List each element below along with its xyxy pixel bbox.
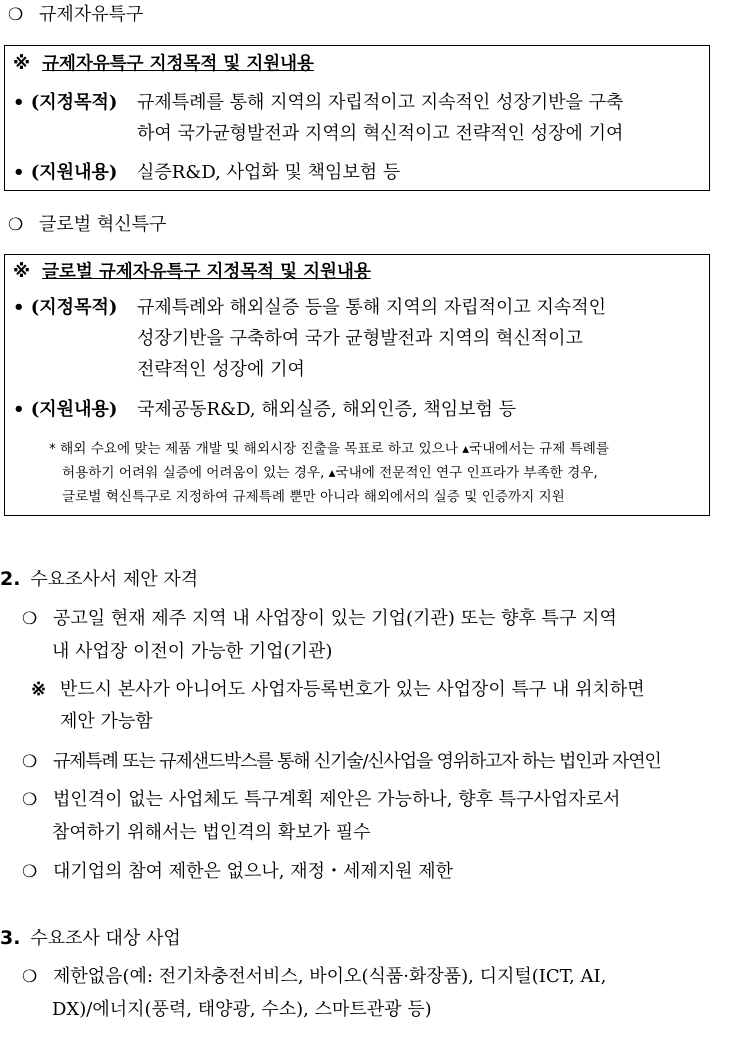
eligibility-item-1 [22,607,617,631]
circle-bullet-icon: ❍ [22,967,38,987]
eligibility-item-4 [22,860,453,884]
item-text: 대기업의 참여 제한은 없으나, 재정・세제지원 제한 [52,861,454,882]
purpose-line-3: 전략적인 성장에 기여 [137,359,305,380]
purpose-line-1: 규제특례와 해외실증 등을 통해 지역의 자립적이고 지속적인 [137,297,607,318]
purpose-line-1: 규제특례를 통해 지역의 자립적이고 지속적인 성장기반을 구축 [137,92,624,113]
eligibility-note-cont: 제안 가능함 [60,711,153,732]
reference-mark-icon: ※ [31,679,47,700]
reference-mark-icon: ※ [13,262,31,282]
heading-target-business [0,926,181,951]
purpose-line-2: 하여 국가균형발전과 지역의 혁신적이고 전략적인 성장에 기여 [137,123,624,144]
circle-bullet-icon: ❍ [8,5,24,25]
target-business-item [22,965,606,989]
item-text: 규제특례 또는 규제샌드박스를 통해 신기술/신사업을 영위하고자 하는 법인과 자연인 [52,751,661,772]
support-label: • (지원내용) [13,399,118,420]
heading-text: 수요조사서 제안 자격 [30,569,199,590]
eligibility-item-3 [22,788,620,812]
item-text: 제한없음(예: 전기차충전서비스, 바이오(식품·화장품), 디지털(ICT, AI, [52,966,607,987]
footnote-line-1: * 해외 수요에 맞는 제품 개발 및 해외시장 진출을 목표로 하고 있으나 ▴국내에서는 규제 특례를 [49,441,609,457]
circle-bullet-icon: ❍ [22,609,38,629]
circle-bullet-icon: ❍ [22,790,38,810]
box-heading-text: 규제자유특구 지정목적 및 지원내용 [42,54,314,74]
section-title-text: 규제자유특구 [38,4,144,25]
purpose-line-2: 성장기반을 구축하여 국가 균형발전과 지역의 혁신적이고 [137,328,583,349]
eligibility-item-2 [22,750,661,774]
footnote-line-3: 글로벌 혁신특구로 지정하여 규제특례 뿐만 아니라 해외에서의 실증 및 인증까지 지원 [62,489,565,505]
circle-bullet-icon: ❍ [22,862,38,882]
eligibility-note [31,678,645,702]
box-heading [13,52,314,76]
support-text: 국제공동R&D, 해외실증, 해외인증, 책임보험 등 [137,399,517,420]
heading-number: 2. [0,568,21,590]
footnote-line-2: 허용하기 어려워 실증에 어려움이 있는 경우, ▴국내에 전문적인 연구 인프라가 부족한 경우, [62,465,598,481]
target-business-item-cont: DX)/에너지(풍력, 태양광, 수소), 스마트관광 등) [52,999,432,1020]
section-title-global-innovation-zone [8,213,166,237]
note-text: 반드시 본사가 아니어도 사업자등록번호가 있는 사업장이 특구 내 위치하면 [59,679,645,700]
heading-text: 수요조사 대상 사업 [30,928,181,949]
reference-mark-icon: ※ [13,54,31,74]
info-box-global-zone [4,254,710,516]
circle-bullet-icon: ❍ [22,752,38,772]
box-heading [13,260,371,284]
heading-application-eligibility [0,567,198,592]
item-text: 법인격이 없는 사업체도 특구계획 제안은 가능하나, 향후 특구사업자로서 [52,789,621,810]
section-title-regulation-free-zone [8,3,143,27]
purpose-label: • (지정목적) [13,297,118,318]
eligibility-item-3-cont: 참여하기 위해서는 법인격의 확보가 필수 [52,822,371,843]
support-label: • (지원내용) [13,162,118,183]
support-text: 실증R&D, 사업화 및 책임보험 등 [137,162,401,183]
info-box-regulation-free-zone [4,45,710,191]
section-title-text: 글로벌 혁신특구 [38,214,167,235]
purpose-label: • (지정목적) [13,92,118,113]
box-heading-text: 글로벌 규제자유특구 지정목적 및 지원내용 [42,262,371,282]
item-text: 공고일 현재 제주 지역 내 사업장이 있는 기업(기관) 또는 향후 특구 지역 [52,608,617,629]
eligibility-item-1-cont: 내 사업장 이전이 가능한 기업(기관) [52,641,333,662]
circle-bullet-icon: ❍ [8,215,24,235]
heading-number: 3. [0,927,21,949]
